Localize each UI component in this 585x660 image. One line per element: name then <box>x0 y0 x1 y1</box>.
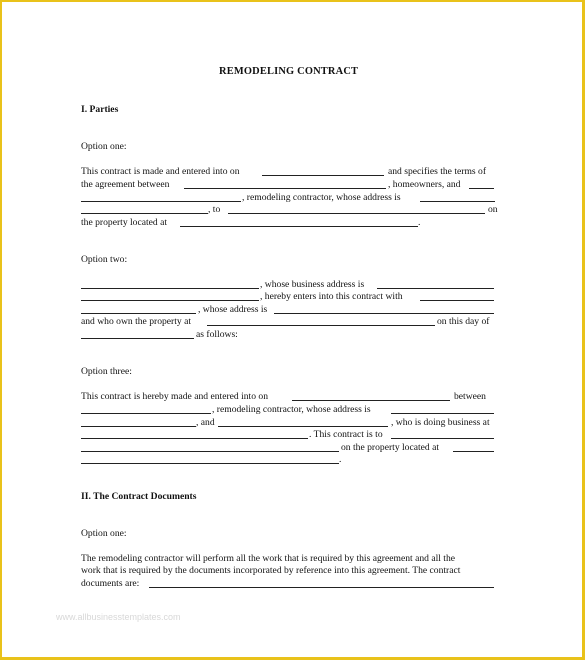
clause-text: This contract is made and entered into on <box>81 166 240 177</box>
section-heading-parties: I. Parties <box>81 104 119 115</box>
date-blank[interactable] <box>262 175 384 176</box>
clause-text: The remodeling contractor will perform all the work that is required by this agreement and all the <box>81 553 456 564</box>
clause-text: , whose business address is <box>260 279 365 290</box>
contractor-blank-start[interactable] <box>469 188 494 189</box>
clause-text: , and <box>196 417 215 428</box>
clause-text: as follows: <box>196 329 238 340</box>
party-name-blank-cont[interactable] <box>81 313 196 314</box>
option-label: Option one: <box>81 141 127 152</box>
contractor-address-blank-cont[interactable] <box>81 426 196 427</box>
clause-text: , remodeling contractor, whose address is <box>212 404 371 415</box>
date-blank[interactable] <box>292 400 450 401</box>
contractor-name-blank[interactable] <box>81 413 211 414</box>
business-address-blank[interactable] <box>377 288 494 289</box>
property-address-blank[interactable] <box>180 226 418 227</box>
work-description-blank[interactable] <box>228 213 485 214</box>
property-address-blank-cont[interactable] <box>81 463 339 464</box>
watermark-text: www.allbusinesstemplates.com <box>56 612 181 622</box>
business-address-blank[interactable] <box>81 438 308 439</box>
work-description-blank[interactable] <box>391 438 494 439</box>
clause-text: between <box>454 391 486 402</box>
clause-text: , to <box>208 204 221 215</box>
address-blank-cont[interactable] <box>81 213 208 214</box>
clause-text: , who is doing business at <box>391 417 490 428</box>
clause-text: . <box>418 217 421 228</box>
document-title: REMODELING CONTRACT <box>219 66 359 77</box>
clause-text: on <box>488 204 498 215</box>
clause-text: work that is required by the documents incorporated by reference into this agreement. The contract <box>81 565 461 576</box>
clause-text: on this day of <box>437 316 490 327</box>
contractor-address-blank[interactable] <box>391 413 494 414</box>
clause-text: . <box>339 454 342 465</box>
clause-text: the property located at <box>81 217 168 228</box>
business-address-blank-cont[interactable] <box>81 300 259 301</box>
clause-text: documents are: <box>81 578 140 589</box>
clause-text: This contract is hereby made and entered into on <box>81 391 269 402</box>
address-blank[interactable] <box>420 201 495 202</box>
section-heading-documents: II. The Contract Documents <box>81 491 197 502</box>
owner-name-blank[interactable] <box>218 426 388 427</box>
property-address-blank[interactable] <box>453 451 494 452</box>
property-address-blank[interactable] <box>207 325 435 326</box>
clause-text: on the property located at <box>341 442 440 453</box>
date-blank[interactable] <box>81 338 194 339</box>
clause-text: , homeowners, and <box>388 179 461 190</box>
party-name-blank[interactable] <box>420 300 494 301</box>
option-label: Option one: <box>81 528 127 539</box>
work-description-blank-cont[interactable] <box>81 451 339 452</box>
clause-text: , whose address is <box>198 304 268 315</box>
business-name-blank[interactable] <box>81 288 259 289</box>
party-address-blank[interactable] <box>274 313 494 314</box>
option-label: Option two: <box>81 254 128 265</box>
clause-text: , hereby enters into this contract with <box>260 291 403 302</box>
homeowners-blank[interactable] <box>184 188 386 189</box>
document-page <box>2 2 582 657</box>
clause-text: . This contract is to <box>309 429 383 440</box>
clause-text: the agreement between <box>81 179 170 190</box>
clause-text: and who own the property at <box>81 316 192 327</box>
clause-text: , remodeling contractor, whose address is <box>242 192 401 203</box>
clause-text: and specifies the terms of <box>388 166 487 177</box>
documents-list-blank[interactable] <box>149 587 494 588</box>
contractor-name-blank[interactable] <box>81 201 241 202</box>
option-label: Option three: <box>81 366 132 377</box>
